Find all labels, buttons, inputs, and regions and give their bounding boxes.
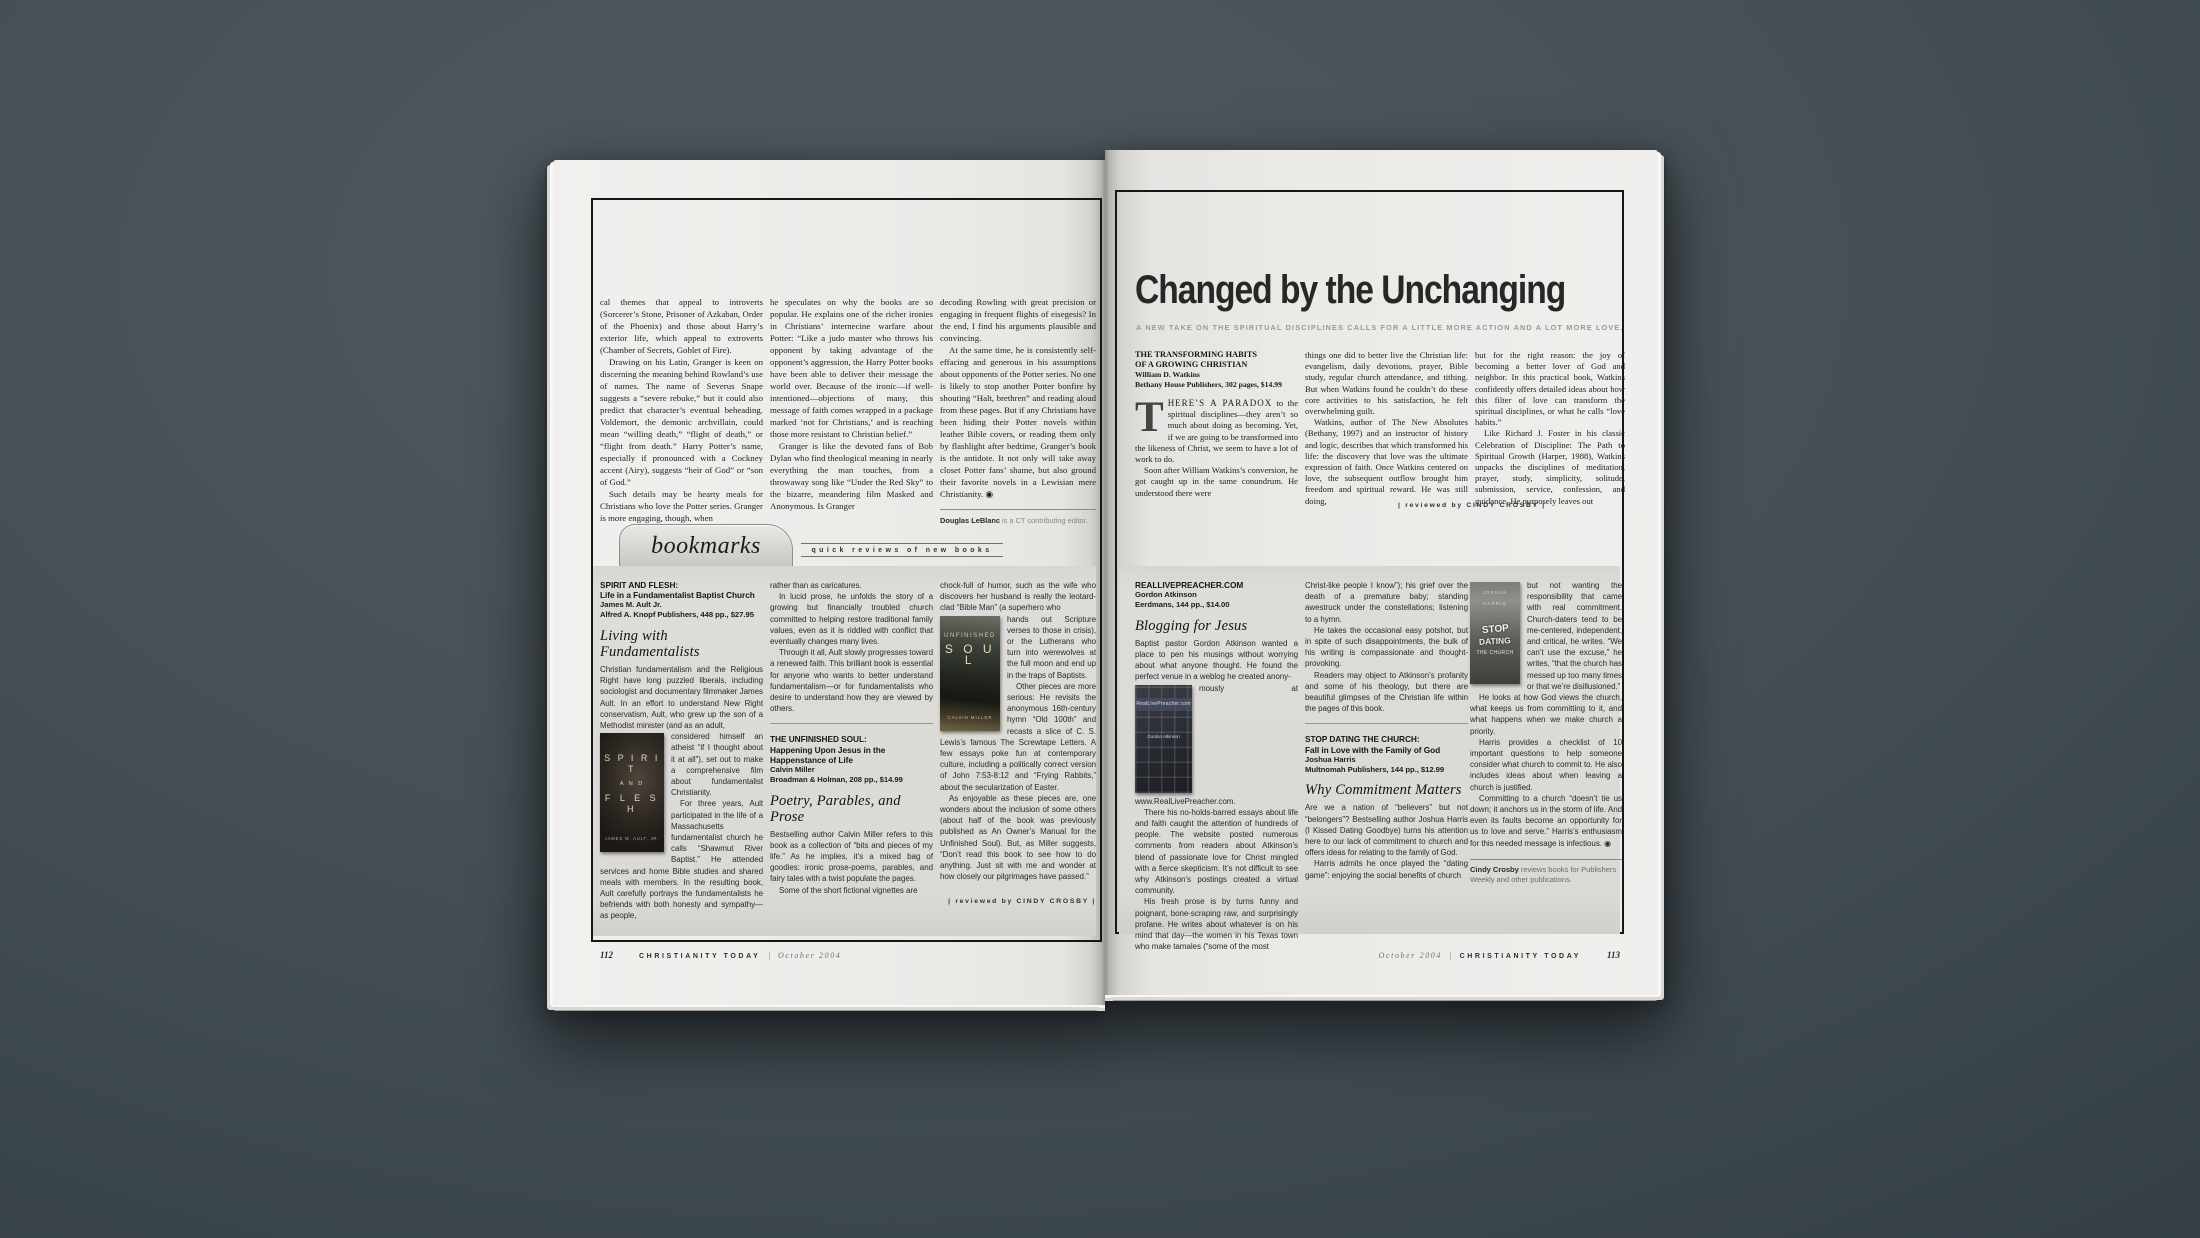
paragraph: hands out Scripture verses to those in crisis), or the Lutherans who turn into werewolves at the full moon and end up in the traps of Baptists.: [1007, 614, 1096, 680]
review-column: [600, 580, 763, 922]
paragraph: For three years, Ault participated in the life of a Massachusetts fundamentalist church he calls “Shawmut River Baptist.” He attended services and home Bible studies and shared meals with members. In the resulting book, Ault carefully portrays the fundamentalists he befriends with both honesty and sympathy—as people,: [600, 799, 763, 921]
paragraph: Readers may object to Atkinson’s profanity and some of his theology, but there are beautiful glimpses of the Christian life within the pages of this book.: [1305, 670, 1468, 714]
paragraph: He looks at how God views the church, what keeps us from committing to it, and what happens when we make church a priority.: [1470, 693, 1622, 736]
reviewer-credit: Cindy Crosby reviews books for Publishers Weekly and other publications.: [1470, 859, 1622, 885]
article-column: [770, 296, 933, 512]
reviewed-by: | reviewed by CINDY CROSBY |: [948, 898, 1096, 906]
bookmarks-strip-label: quick reviews of new books: [801, 543, 1003, 557]
page-number: 112: [600, 950, 614, 960]
paragraph: mously at www.RealLivePreacher.com.: [1135, 683, 1298, 806]
paragraph: Granger is like the devoted fans of Bob Dylan who find theological meaning in nearly everything the man touches, from a throwaway song like “Under the Red Sky” to the bizarre, meandering film Masked and Anonymous. Is Granger: [770, 441, 933, 511]
book-cover-text: JOSHUA HARRIS: [1482, 590, 1508, 607]
article-column: [1475, 350, 1625, 507]
paragraph: There his no-holds-barred essays about life and faith caught the attention of hundreds of people. The website posted numerous comments from readers about Atkinson’s blend of passionate love for Christ mingled with a fierce skepticism. It’s not difficult to see why Atkinson’s postings created a virtual community.: [1135, 807, 1298, 896]
book-cover-text: JAMES M. AULT, JR.: [604, 836, 660, 842]
book-title: STOP DATING THE CHURCH:: [1305, 734, 1420, 745]
bookmarks-tab: [619, 524, 793, 567]
review-heading: Poetry, Parables, and Prose: [770, 792, 901, 825]
issue-date: October 2004: [1378, 951, 1443, 960]
book-cover-text: UNFINISHED: [944, 632, 996, 639]
book-publisher: Eerdmans, 144 pp., $14.00: [1135, 600, 1230, 609]
book-title: Life in a Fundamentalist Baptist Church: [600, 590, 755, 601]
book-cover-text: A N D: [619, 780, 645, 787]
magazine-name: CHRISTIANITY TODAY: [1459, 953, 1581, 960]
paragraph: cal themes that appeal to introverts (Sorcerer’s Stone, Prisoner of Azkaban, Order of the Phoenix) and those about Harry’s exterior life, which appeal to extroverts (Chamber of Secrets, Goblet of Fire).: [600, 297, 763, 355]
book-title: THE UNFINISHED SOUL:: [770, 734, 867, 745]
byline-name: Douglas LeBlanc: [940, 516, 1000, 525]
paragraph: Harris provides a checklist of 10 important questions to help someone consider what church to commit to. He also includes ideas about when leaving a church is justified.: [1470, 737, 1622, 792]
paragraph: As enjoyable as these pieces are, one wonders about the inclusion of some others (about half of the book was previously published as An Owner’s Manual for the Unfinished Soul). But, as Miller suggests, “Don’t read this book to see how to do anything. Just sit with me and wonder at how closely our pilgrimages have passed.”: [940, 793, 1096, 882]
book-info: [1135, 350, 1298, 390]
paragraph: Christian fundamentalism and the Religious Right have long puzzled liberals, including sociologist and documentary filmmaker James Ault. In an effort to understand New Right conservatism, Ault, who grew up the son of a Methodist minister (and as an adult,: [600, 665, 763, 731]
paragraph: Harris admits he once played the “dating game”: enjoying the social benefits of church: [1305, 859, 1468, 880]
review-heading: Blogging for Jesus: [1135, 617, 1248, 634]
book-author: James M. Ault Jr.: [600, 600, 662, 610]
book-title: Happenstance of Life: [770, 754, 853, 765]
book-title: THE TRANSFORMING HABITS: [1135, 350, 1258, 359]
divider-rule: [770, 723, 933, 724]
book-cover-stop-dating: [1470, 582, 1520, 684]
review-column: [1470, 580, 1622, 884]
book-title: REALLIVEPREACHER.COM: [1135, 580, 1244, 590]
page-footer-right: [1117, 950, 1620, 960]
book-cover-text: S P I R I T: [604, 753, 660, 775]
review-column: [940, 580, 1096, 908]
article-column: [1305, 350, 1468, 507]
paragraph: THERE’S A PARADOX to the spiritual disciplines—they aren’t so much about doing as becoming. Yet, if we are going to be transformed into the likeness of Christ, we seem to have a lot of work to do.: [1135, 394, 1299, 465]
book-publisher: Broadman & Holman, 208 pp., $14.99: [770, 774, 903, 784]
footer-separator: |: [768, 951, 770, 960]
paragraph: Soon after William Watkins’s conversion, he got caught up in the same conundrum. He understood there were: [1135, 465, 1298, 498]
paragraph: Like Richard J. Foster in his classic Celebration of Discipline: The Path to Spiritual Growth (Harper, 1988), Watkins unpacks the disciplines of meditation, prayer, study, simplicity, solitude, submission, service, confession, and guidance. He purposely leaves out: [1475, 428, 1625, 506]
book-author: Calvin Miller: [770, 765, 815, 775]
book-cover-text: Gordon Atkinson: [1147, 733, 1180, 739]
reviewed-by: | reviewed by CINDY CROSBY |: [1398, 502, 1546, 509]
book-cover-text: F L E S H: [604, 792, 660, 815]
drop-cap: T: [1135, 394, 1164, 441]
paragraph: Drawing on his Latin, Granger is keen on discerning the meaning behind Rowland’s use of names. The name of Severus Snape suggests a “severe rebuke,” but it could also predict that character’s eventual beheading. Voldemort, the demonic archvillain, could mean “willing death,” “flight of death,” or “flight from death.” Harry Potter’s name, especially if pronounced with a Cockney accent (Airy), suggests “heir of God” or “son of God.”: [600, 357, 763, 487]
paragraph: Are we a nation of “believers” but not “belongers”? Bestselling author Joshua Harris (I Kissed Dating Goodbye) turns his attention here to our lack of commitment to church and offers ideas for relating to the family of God.: [1305, 803, 1468, 858]
book-publisher: Multnomah Publishers, 144 pp., $12.99: [1305, 764, 1445, 774]
issue-date: October 2004: [777, 951, 842, 960]
book-author: William D. Watkins: [1135, 370, 1200, 380]
paragraph: Baptist pastor Gordon Atkinson wanted a place to pen his musings without worrying about what anyone thought. He found the perfect venue in a weblog he created anony-: [1135, 638, 1298, 682]
book-title: SPIRIT AND FLESH:: [600, 580, 679, 590]
paragraph: Through it all, Ault slowly progresses toward a renewed faith. This brilliant book is essential for anyone who wants to better understand fundamentalism—or for fundamentalists who desire to understand how they are viewed by others.: [770, 648, 933, 714]
byline: Douglas LeBlanc is a CT contributing editor.: [940, 509, 1096, 527]
divider-rule: [1305, 723, 1468, 724]
book-info: [600, 580, 763, 620]
paragraph: rather than as caricatures.: [770, 581, 862, 590]
review-heading: Living with Fundamentalists: [600, 628, 700, 660]
book-author: Joshua Harris: [1305, 754, 1356, 764]
book-publisher: Alfred A. Knopf Publishers, 448 pp., $27.95: [600, 610, 754, 620]
book-cover-text: THE CHURCH: [1476, 649, 1514, 656]
book-cover-text: DATING: [1478, 634, 1512, 647]
review-heading: Why Commitment Matters: [1305, 782, 1462, 799]
book-title: OF A GROWING CHRISTIAN: [1135, 360, 1248, 370]
review-column: [1135, 580, 1298, 952]
paragraph: considered himself an atheist “if I thought about it at all”), set out to make a comprehensive film about fundamentalist Christianity.: [671, 732, 763, 798]
magazine-name: CHRISTIANITY TODAY: [639, 953, 761, 960]
book-publisher: Bethany House Publishers, 302 pages, $14.99: [1135, 380, 1282, 390]
paragraph: Christ-like people I know”); his grief over the death of a premature baby; standing awestruck under the constellations; listening to a hymn.: [1305, 581, 1468, 624]
article-column: [1135, 350, 1298, 499]
book-info: [1135, 580, 1298, 610]
magazine-spread: [553, 150, 1657, 1005]
book-cover-text: CALVIN MILLER: [947, 715, 993, 721]
paragraph: decoding Rowling with great precision or engaging in frequent flights of eisegesis? In the end, I find his arguments plausible and convincing.: [940, 297, 1096, 343]
paragraph: At the same time, he is consistently self-effacing and generous in his assumptions about opponents of the Potter series. No one is likely to stop another Potter bonfire by shouting “Halt, brethren” and reading aloud from these pages. But if any Christians have been hiding their Potter novels within leather Bible covers, or reading them only by flashlight after bedtime, Granger’s book is the antidote. It not only will take away closet Potter fans’ shame, but also ground their favorite novels in a Lewisian mere Christianity. ◉: [940, 345, 1096, 499]
paragraph: His fresh prose is by turns funny and poignant, bone-scraping raw, and surprisingly profane. He writes about whatever is on his mind that day—the women in his Texas town who make tamales (“some of the most: [1135, 897, 1298, 952]
book-title: Fall in Love with the Family of God: [1305, 744, 1441, 755]
review-column: [770, 580, 933, 896]
paragraph: Other pieces are more serious: He revisits the anonymous 16th-century hymn “Old 100th” and recasts a slice of C. S. Lewis’s famous The Screwtape Letters. A few essays poke fun at contemporary culture, including a politically correct version of John 7:53-8:12 and “Frying Rabbits,” about the secularization of Easter.: [940, 681, 1096, 792]
paragraph: he speculates on why the books are so popular. He explains one of the richer ironies in Christians’ internecine warfare about Potter: “Like a judo master who throws his opponent by taking advantage of the opponent’s aggression, the Harry Potter books have been able to deliver their message the world over. Because of the ironic—if well-intentioned—objections of many, this message of faith comes wrapped in a package marked ‘not for Christians,’ and is reaching those more resistant to Christian belief.”: [770, 297, 933, 439]
paragraph: Such details may be hearty meals for Christians who love the Potter series. Granger is more engaging, though, when: [600, 489, 763, 523]
paragraph: Watkins, author of The New Absolutes (Bethany, 1997) and an instructor of history and logic, describes that which transformed his life: the discovery that love was the ultimate expression of faith. Once Watkins centered on love, the subsequent outflow brought him freedom and spiritual reward. He was still doing,: [1305, 417, 1468, 506]
article-deck: A NEW TAKE ON THE SPIRITUAL DISCIPLINES CALLS FOR A LITTLE MORE ACTION AND A LOT MORE LOVE.: [1136, 323, 1624, 332]
paragraph: In lucid prose, he unfolds the story of a growing but financially troubled church committed to helping restore traditional family values, even as it is riddled with conflict that eventually changes many lives.: [770, 592, 933, 647]
paragraph: Committing to a church “doesn’t tie us down; it anchors us in the storm of life. And even its faults become an opportunity for us to love and serve.” Harris’s enthusiasm for this needed message is infectious. ◉: [1470, 793, 1622, 848]
paragraph: but not wanting the responsibility that came with real commitment. Church-daters tend to be me-centered, independent, and critical, he writes. “We can’t use the excuse,” he writes, “that the church has messed up too many times or that we’re disillusioned.”: [1527, 581, 1622, 691]
book-info: [1305, 734, 1468, 774]
paragraph: He takes the occasional easy potshot, but in spite of such disappointments, the bulk of his writing is compassionate and thought-provoking.: [1305, 625, 1468, 669]
book-cover-text: RealLivePreacher.com: [1135, 698, 1192, 711]
page-footer-left: [600, 950, 1096, 960]
paragraph: things one did to better live the Christian life: evangelism, daily devotions, prayer, Bible study, regular church attendance, and tithing. But when Watkins found he couldn’t do these core activities to his satisfaction, he felt overwhelming guilt.: [1305, 350, 1468, 417]
book-cover-spirit-flesh: [600, 733, 664, 852]
book-cover-text: S O U L: [944, 641, 996, 668]
book-cover-reallivepreacher: [1135, 685, 1192, 793]
article-column: [600, 296, 763, 524]
page-number: 113: [1606, 950, 1620, 960]
bookmarks-tab-label: bookmarks: [651, 532, 761, 559]
opening-phrase: HERE’S A PARADOX: [1167, 398, 1273, 408]
reviewer-name: Cindy Crosby: [1470, 864, 1519, 874]
paragraph: Bestselling author Calvin Miller refers to this book as a collection of “bits and pieces of my life.” As he implies, it’s a mixed bag of goodies: ironic prose-poems, parables, and fairy tales with a twist populate the pages.: [770, 829, 933, 884]
footer-separator: |: [1450, 951, 1452, 960]
book-title: Happening Upon Jesus in the: [770, 744, 886, 755]
book-author: Gordon Atkinson: [1135, 590, 1197, 600]
paragraph: but for the right reason: the joy of becoming a better lover of God and neighbor. In this practical book, Watkins confidently offers detailed ideas about how this filter of love can transform the spiritual disciplines, or what he calls “love habits.”: [1475, 350, 1625, 428]
article-column: [940, 296, 1096, 527]
review-column: [1305, 580, 1468, 881]
paragraph: chock-full of humor, such as the wife who discovers her husband is really the leotard-clad “Bible Man” (a superhero who: [940, 581, 1096, 613]
book-cover-unfinished-soul: [940, 616, 1000, 731]
book-info: [770, 734, 933, 784]
paragraph: Some of the short fictional vignettes are: [779, 885, 918, 895]
article-headline: Changed by the Unchanging: [1135, 268, 1566, 312]
book-cover-text: STOP: [1481, 623, 1509, 637]
